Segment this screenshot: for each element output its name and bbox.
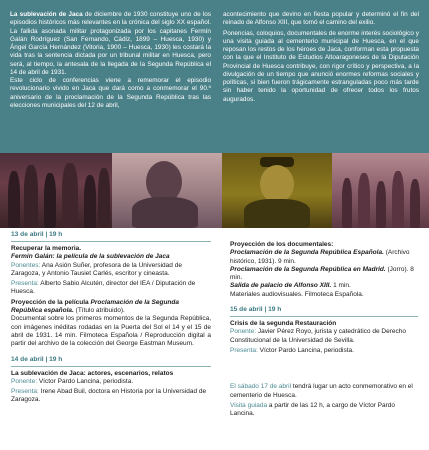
- photo-strip: [0, 153, 429, 228]
- ponentes: Ponentes: Ana Asión Suñer, profesora de la Universidad de Zaragoza, y Antonio Tausiet Carlés, escritor y cineasta.: [11, 261, 182, 277]
- ponente: Ponente: Víctor Pardo Lancina, periodista.: [11, 377, 134, 385]
- program-column-left: [11, 231, 211, 407]
- documentary-description: Documental sobre los primeros momentos de la Segunda República, con imágenes inéditas rodadas en la Puerta del Sol el 14 y el 15 de abril de 1931. 14 min. Filmoteca Española / Reproducción digital a partir del archivo de la colección del George Eastman Museum.: [11, 315, 211, 348]
- divider: [230, 316, 418, 317]
- intro-paragraph-2: Este ciclo de conferencias viene a rememorar el episodio revolucionario vivido en Jaca que dará como a conmemorar el 90.º aniversario de la proclamación de la Segunda República tras las elecciones municipales del 12 de abril,: [10, 77, 211, 109]
- documentaries-title: Proyección de los documentales:: [230, 241, 334, 248]
- documentary-3: Salida de palacio de Alfonso XIII. 1 min.: [230, 282, 351, 290]
- intro-column-right: [223, 11, 419, 104]
- archive-photo-portrait-garcia: [222, 153, 332, 228]
- archive-photo-portrait-galan: [112, 153, 222, 228]
- date-apr15: 15 de abril | 19 h: [230, 306, 282, 314]
- divider: [11, 241, 211, 242]
- session-title: La sublevación de Jaca: actores, escenarios, relatos: [11, 369, 174, 377]
- presenta: Presenta: Víctor Pardo Lancina, periodista.: [230, 346, 354, 354]
- archive-photo-parade: [332, 153, 429, 228]
- intro-paragraph-3: acontecimiento que devino en fiesta popular y determinó el fin del reinado de Alfonso XIII, que tomó el camino del exilio.: [223, 11, 419, 27]
- documentary-2: Proclamación de la Segunda República en Madrid. (Jorro). 8 min.: [230, 265, 414, 282]
- ponente: Ponente: Javier Pérez Royo, jurista y catedrático de Derecho Constitucional de la Universidad de Sevilla.: [230, 328, 406, 344]
- session-subtitle: Fermín Galán: la película de la sublevación de Jaca: [11, 253, 170, 261]
- documentary-1: Proclamación de la Segunda República Española. (Archivo histórico, 1931). 9 min.: [230, 249, 410, 265]
- commemorative-act: El sábado 17 de abril tendrá lugar un acto conmemorativo en el cementerio de Huesca.: [230, 383, 413, 399]
- program-column-right: [230, 241, 418, 420]
- session-title: Recuperar la memoria.: [11, 245, 82, 252]
- intro-paragraph-4: Ponencias, coloquios, documentales de enorme interés sociológico y una visita guiada al cementerio municipal de Huesca, en el que reposan los restos de los héroes de Jaca, conforman esta propuesta con la que el Instituto de Estudios Altoaragoneses de la Diputación Provincial de Huesca contribuye, con rigor crítico y perspectiva, a la divulgación de un tiempo que anunció enormes reformas sociales y políticas, si bien fueron trágicamente estranguladas poco más tarde sin haber tenido la oportunidad de ofrecer todos los frutos augurados.: [223, 29, 419, 103]
- program-section: [0, 228, 429, 450]
- intro-column-left: [10, 11, 211, 110]
- date-apr14: 14 de abril | 19 h: [11, 355, 63, 363]
- presenta: Presenta: Alberto Sabio Alcutén, director del IEA / Diputación de Huesca.: [11, 280, 196, 296]
- intro-section: [0, 0, 429, 153]
- presenta: Presenta: Irene Abad Buil, doctora en Historia por la Universidad de Zaragoza.: [11, 388, 207, 404]
- divider: [11, 366, 211, 367]
- intro-paragraph-1: La sublevación de Jaca de diciembre de 1930 constituye uno de los episodios históricos más relevantes en la crónica del siglo XX español. La fallida asonada militar protagonizada por los capitanes Fermín Galán Rodríguez (San Fernando, Cádiz, 1899 – Huesca, 1930) y Ángel García Hernández (Vitoria, 1900 – Huesca, 1930) les costará la vida tras la sentencia dictada por un tribunal militar en Huesca, pero será, al tiempo, la antesala de la llegada de la Segunda República el 14 de abril de 1931.: [10, 11, 211, 76]
- archive-photo-crowd: [0, 153, 112, 228]
- date-apr13: 13 de abril | 19 h: [11, 231, 63, 238]
- guided-visit: Visita guiada a partir de las 12 h, a cargo de Víctor Pardo Lancina.: [230, 401, 396, 418]
- documentary-4: Materiales audiovisuales. Filmoteca Española.: [230, 290, 364, 298]
- session-title: Crisis de la segunda Restauración: [230, 320, 337, 328]
- projection-title: Proyección de la película Proclamación de la Segunda República española. (Título atribuido).: [11, 298, 179, 315]
